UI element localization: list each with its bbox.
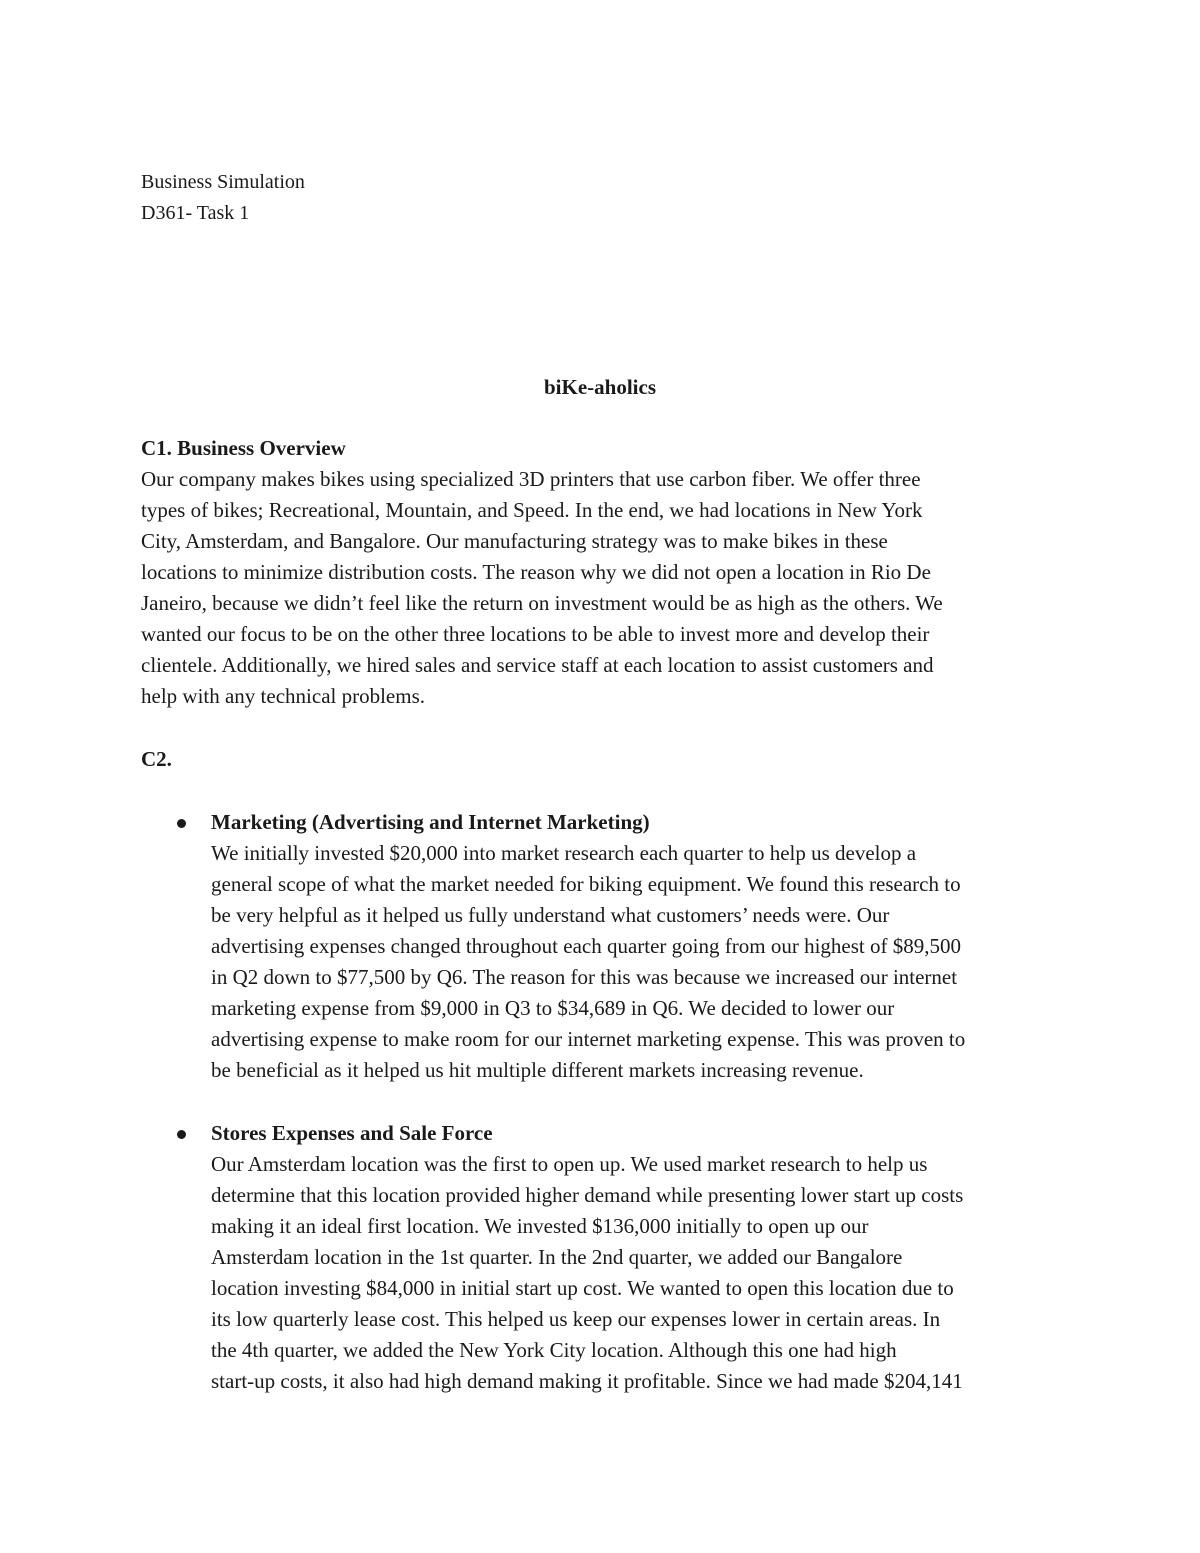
bullet-icon: [177, 819, 186, 828]
paragraph-line: be very helpful as it helped us fully understand what customers’ needs were. Our: [211, 903, 890, 927]
paragraph-line: marketing expense from $9,000 in Q3 to $34,689 in Q6. We decided to lower our: [211, 996, 895, 1020]
paragraph-line: We initially invested $20,000 into market research each quarter to help us develop a: [211, 841, 917, 865]
bullet-stores-title: Stores Expenses and Sale Force: [211, 1121, 493, 1145]
course-name: Business Simulation: [141, 171, 305, 193]
bullet-stores-body: [211, 1149, 963, 1397]
paragraph-line: Amsterdam location in the 1st quarter. In the 2nd quarter, we added our Bangalore: [211, 1245, 903, 1269]
paragraph-line: Our Amsterdam location was the first to open up. We used market research to help us: [211, 1152, 928, 1176]
paragraph-line: its low quarterly lease cost. This helped us keep our expenses lower in certain areas. In: [211, 1307, 941, 1331]
paragraph-line: Janeiro, because we didn’t feel like the return on investment would be as high as the others. We: [141, 591, 943, 615]
paragraph-line: advertising expense to make room for our internet marketing expense. This was proven to: [211, 1027, 966, 1051]
bullet-icon: [177, 1130, 186, 1139]
paragraph-line: in Q2 down to $77,500 by Q6. The reason for this was because we increased our internet: [211, 965, 958, 989]
paragraph-line: Our company makes bikes using specialized 3D printers that use carbon fiber. We offer three: [141, 467, 921, 491]
paragraph-line: help with any technical problems.: [141, 684, 426, 708]
paragraph-line: locations to minimize distribution costs. The reason why we did not open a location in Rio De: [141, 560, 931, 584]
bullet-marketing-title: Marketing (Advertising and Internet Marketing): [211, 810, 650, 834]
paragraph-line: general scope of what the market needed for biking equipment. We found this research to: [211, 872, 961, 896]
paragraph-line: types of bikes; Recreational, Mountain, and Speed. In the end, we had locations in New York: [141, 498, 923, 522]
section-c2-heading: C2.: [141, 747, 172, 771]
section-c1-body: [141, 464, 943, 712]
task-label: D361- Task 1: [141, 202, 250, 224]
paragraph-line: City, Amsterdam, and Bangalore. Our manufacturing strategy was to make bikes in these: [141, 529, 888, 553]
section-c1-heading: C1. Business Overview: [141, 436, 346, 460]
bullet-marketing-body: [211, 838, 965, 1086]
paragraph-line: clientele. Additionally, we hired sales and service staff at each location to assist customers and: [141, 653, 934, 677]
paragraph-line: start-up costs, it also had high demand making it profitable. Since we had made $204,141: [211, 1369, 963, 1393]
paragraph-line: advertising expenses changed throughout each quarter going from our highest of $89,500: [211, 934, 961, 958]
paragraph-line: be beneficial as it helped us hit multiple different markets increasing revenue.: [211, 1058, 864, 1082]
paragraph-line: determine that this location provided higher demand while presenting lower start up costs: [211, 1183, 964, 1207]
paragraph-line: wanted our focus to be on the other three locations to be able to invest more and develop their: [141, 622, 930, 646]
paragraph-line: the 4th quarter, we added the New York City location. Although this one had high: [211, 1338, 897, 1362]
paragraph-line: making it an ideal first location. We invested $136,000 initially to open up our: [211, 1214, 869, 1238]
document-title: biKe-aholics: [543, 375, 656, 399]
paragraph-line: location investing $84,000 in initial start up cost. We wanted to open this location due to: [211, 1276, 954, 1300]
